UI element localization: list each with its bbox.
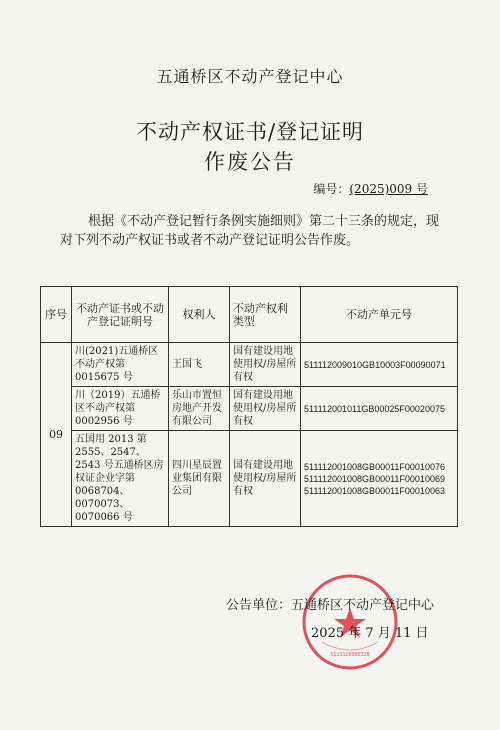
unit-number: 511112001008GB00011F00010076 [304,461,445,472]
header-certificate: 不动产证书或不动产登记证明号 [72,287,169,343]
document-number [313,180,428,197]
right-type-cell: 国有建设用地使用权/房屋所有权 [230,387,301,431]
certificate-cell: 川（2019）五通桥区不动产权第 0002956 号 [72,387,169,431]
issue-date: 2025 年 7 月 11 日 [311,626,429,641]
unit-number-cell [301,343,458,387]
document-number-label: 编号： [313,182,350,196]
unit-number: 511112001011GB00025F00020075 [304,403,445,414]
seal-code: 5111120000328 [330,652,370,658]
right-type-cell: 国有建设用地使用权/房屋所有权 [230,343,301,387]
unit-number: 511112001008GB00011F00010063 [304,485,445,496]
table-row [41,343,458,387]
holder-cell: 乐山市置恒房地产开发有限公司 [169,387,230,431]
issuer-signature: 公告单位：五通桥区不动产登记中心 [226,598,435,613]
header-holder: 权利人 [169,287,230,343]
unit-number-cell [301,387,458,431]
unit-number: 511112001008GB00011F00010069 [304,473,445,484]
issuing-org: 五通桥区不动产登记中心 [156,67,344,86]
certificate-cell: 五国用 2013 第 2555、2547、2543 号五通桥区房权证企业字第 0068704、0070073、0070066 号 [72,431,169,527]
header-seq: 序号 [41,287,72,343]
table-row [41,431,458,527]
title-line-1: 不动产权证书/登记证明 [135,120,365,144]
table-row [41,387,458,431]
unit-number: 511112009010GB10003F00090071 [304,359,446,370]
void-certificate-table [40,286,458,527]
table-header-row [41,287,458,343]
intro-paragraph: 根据《不动产登记暂行条例实施细则》第二十三条的规定，现对下列不动产权证书或者不动产登记证明公告作废。 [60,214,440,248]
seq-cell: 09 [41,343,72,527]
right-type-cell: 国有建设用地使用权/房屋所有权 [230,431,301,527]
unit-number-cell [301,431,458,527]
title-line-2: 作废公告 [204,150,296,174]
header-right-type: 不动产权利类型 [230,287,301,343]
seal-arc [322,642,378,650]
holder-cell: 四川星辰置业集团有限公司 [169,431,230,527]
holder-cell: 王国飞 [169,343,230,387]
certificate-cell: 川(2021)五通桥区不动产权第 0015675 号 [72,343,169,387]
document-number-value: (2025)009 号 [349,182,428,196]
header-unit-number: 不动产单元号 [301,287,458,343]
